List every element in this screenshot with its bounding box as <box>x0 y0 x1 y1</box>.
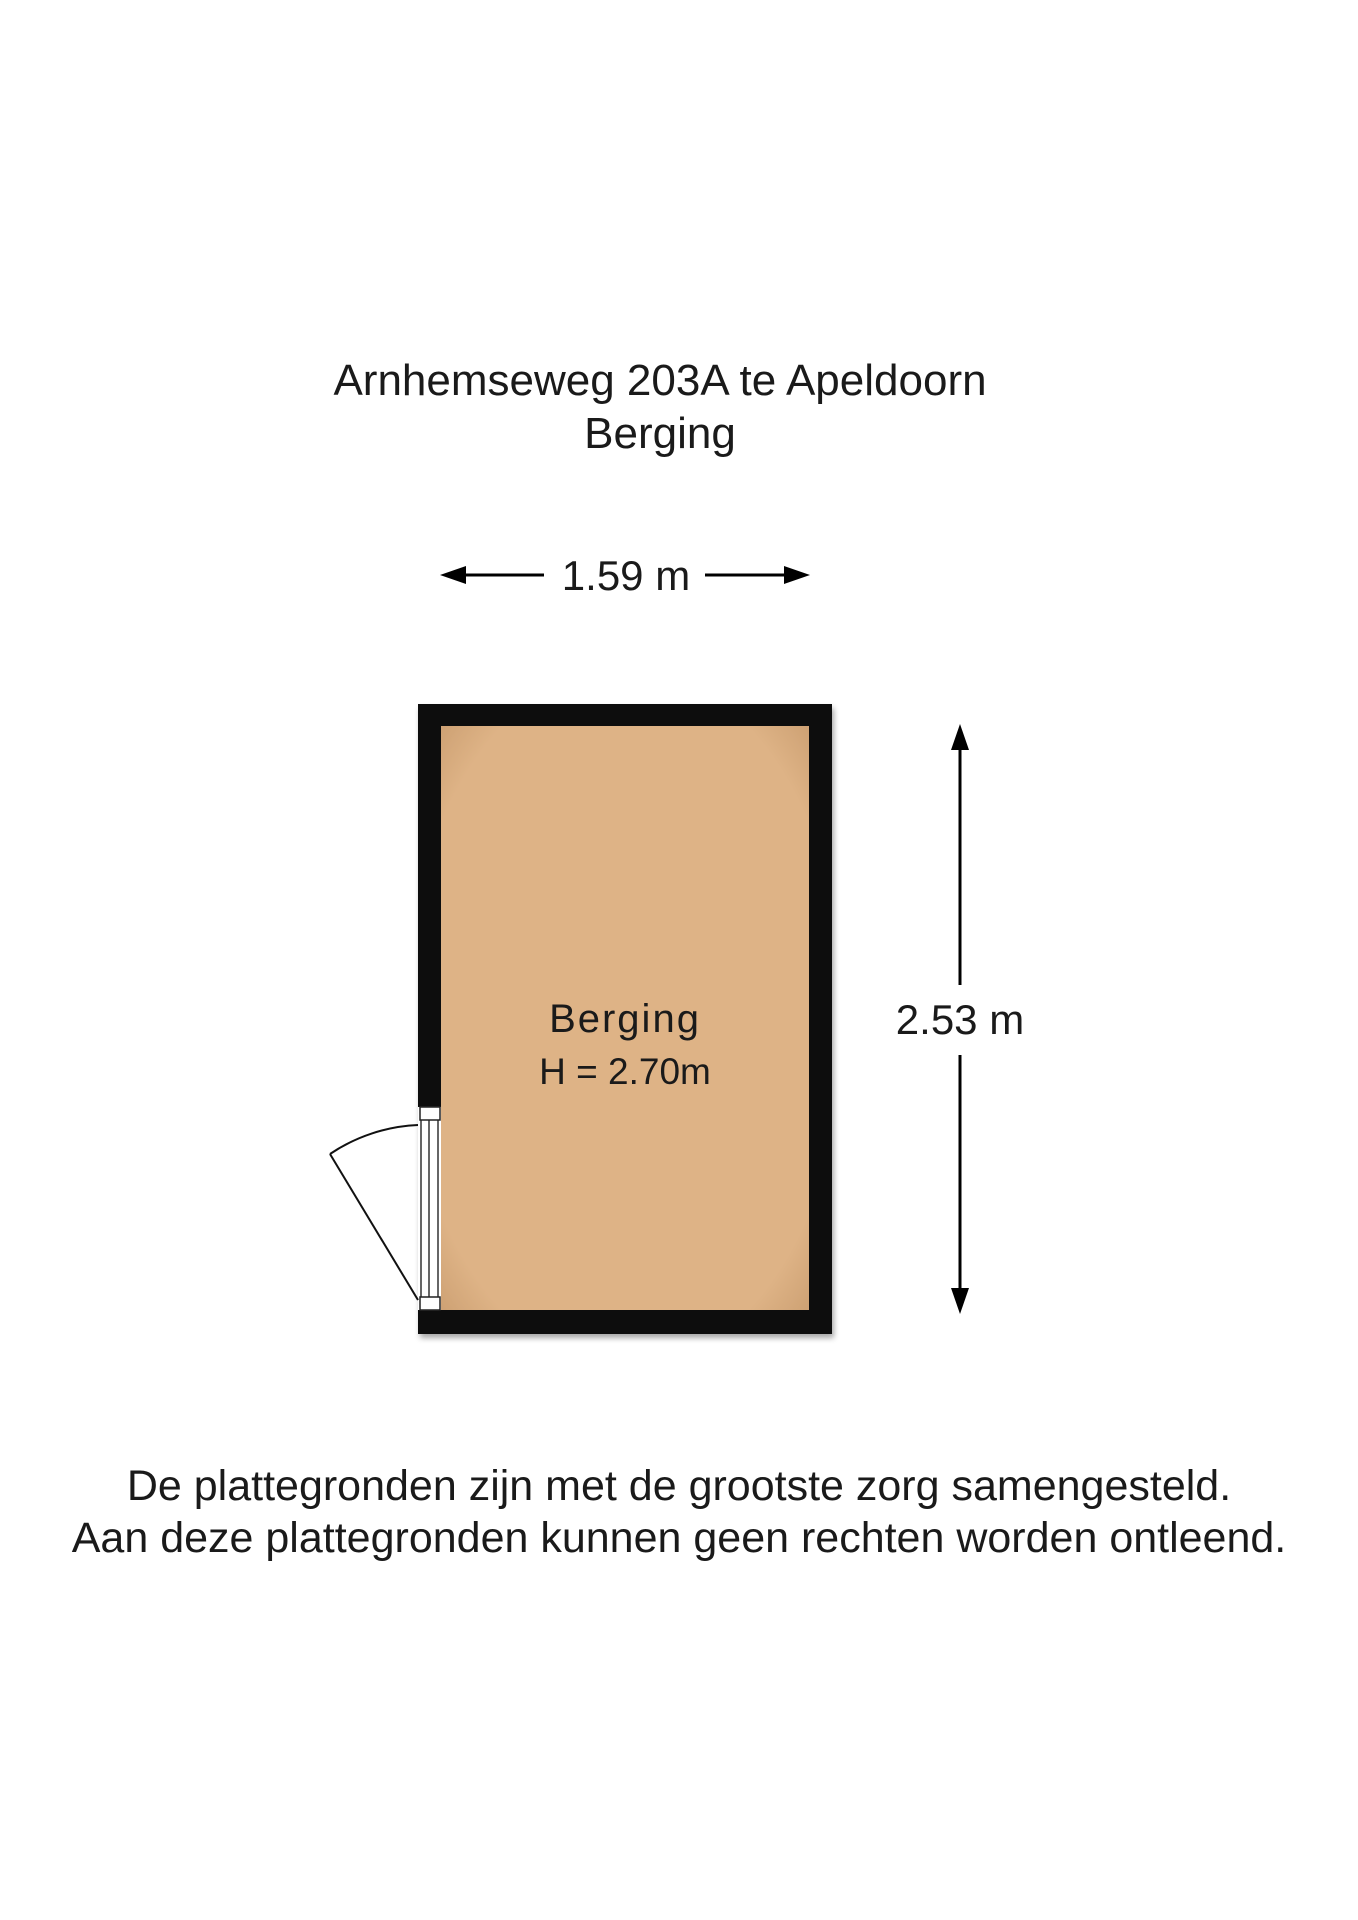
arrow-left-icon <box>440 566 466 584</box>
door-jamb-bottom <box>420 1297 440 1310</box>
arrow-down-icon <box>951 1288 969 1314</box>
room-height: H = 2.70m <box>539 1051 711 1092</box>
disclaimer-line-2: Aan deze plattegronden kunnen geen rechten worden ontleend. <box>71 1514 1287 1562</box>
width-label: 1.59 m <box>561 552 691 599</box>
door-leaf <box>330 1154 418 1300</box>
arrow-right-icon <box>784 566 810 584</box>
depth-dimension <box>896 724 1024 1314</box>
door-swing-arc <box>330 1125 418 1154</box>
disclaimer-line-1: De plattegronden zijn met de grootste zorg samengesteld. <box>126 1462 1232 1510</box>
door <box>330 1107 441 1310</box>
floor-name: Berging <box>584 409 736 458</box>
door-jamb-top <box>420 1107 440 1120</box>
arrow-up-icon <box>951 724 969 750</box>
depth-label: 2.53 m <box>895 996 1025 1043</box>
room-name: Berging <box>549 997 701 1041</box>
page-title: Arnhemseweg 203A te Apeldoorn <box>333 356 987 405</box>
width-dimension <box>440 552 810 599</box>
